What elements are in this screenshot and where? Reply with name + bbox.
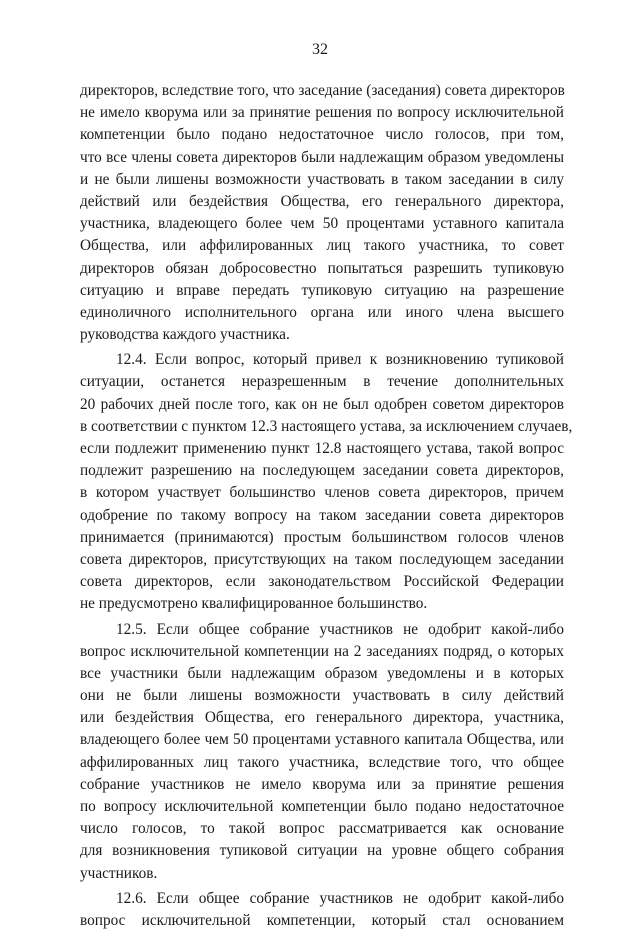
- paragraph-p12_5: [80, 619, 564, 885]
- text-line: не имело кворума или за принятие решения по вопросу исключительной: [80, 104, 564, 122]
- text-line: участника, владеющего более чем 50 процентами уставного капитала: [80, 215, 564, 233]
- text-line: в соответствии с пунктом 12.3 настоящего устава, за исключением случаев,: [80, 417, 573, 435]
- paragraph-cont: [80, 80, 564, 346]
- text-line: Общества, или аффилированных лиц такого участника, то совет: [80, 237, 564, 255]
- text-line: директоров обязан добросовестно попытаться разрешить тупиковую: [80, 259, 564, 277]
- text-line: 12.6. Если общее собрание участников не одобрит какой-либо: [116, 889, 564, 907]
- text-line: подлежит разрешению на последующем заседании совета директоров,: [80, 462, 564, 480]
- text-line: все участники были надлежащим образом уведомлены и в которых: [80, 664, 564, 682]
- text-line: участников.: [80, 864, 158, 882]
- text-line: или бездействия Общества, его генерального директора, участника,: [80, 709, 564, 727]
- paragraph-p12_6: [80, 888, 564, 932]
- text-line: совета директоров, если законодательством Российской Федерации: [80, 573, 564, 591]
- text-line: и не были лишены возможности участвовать в таком заседании в силу: [80, 170, 564, 188]
- document-body: [80, 80, 573, 932]
- text-line: для возникновения тупиковой ситуации на уровне общего собрания: [80, 842, 564, 860]
- text-line: одобрение по такому вопросу на таком заседании совета директоров: [80, 506, 564, 524]
- text-line: директоров, вследствие того, что заседание (заседания) совета директоров: [80, 82, 565, 99]
- text-line: собрание участников не имело кворума или за принятие решения: [80, 775, 564, 793]
- text-line: если подлежит применению пункт 12.8 настоящего устава, такой вопрос: [80, 440, 564, 457]
- page-number: 32: [312, 41, 328, 58]
- text-line: вопрос исключительной компетенции, который стал основанием: [80, 911, 564, 929]
- text-line: 12.5. Если общее собрание участников не одобрит какой-либо: [116, 620, 564, 638]
- text-line: компетенции было подано недостаточное число голосов, при том,: [80, 126, 564, 144]
- text-line: совета директоров, присутствующих на таком последующем заседании: [80, 550, 564, 568]
- text-line: они не были лишены возможности участвовать в силу действий: [80, 687, 564, 705]
- text-line: ситуации, останется неразрешенным в течение дополнительных: [80, 373, 564, 391]
- text-line: действий или бездействия Общества, его генерального директора,: [80, 192, 564, 210]
- text-line: что все члены совета директоров были надлежащим образом уведомлены: [80, 148, 564, 166]
- text-line: принимается (принимаются) простым большинством голосов членов: [80, 528, 564, 546]
- text-line: ситуацию и вправе передать тупиковую ситуацию на разрешение: [80, 281, 564, 299]
- text-line: аффилированных лиц такого участника, вследствие того, что общее: [80, 753, 564, 771]
- text-line: руководства каждого участника.: [80, 326, 290, 344]
- text-line: не предусмотрено квалифицированное большинство.: [80, 595, 428, 613]
- paragraph-p12_4: [80, 349, 573, 615]
- text-line: вопрос исключительной компетенции на 2 заседаниях подряд, о которых: [80, 642, 564, 660]
- text-line: число голосов, то такой вопрос рассматривается как основание: [80, 820, 564, 838]
- text-line: по вопросу исключительной компетенции было подано недостаточное: [80, 798, 564, 815]
- text-line: 20 рабочих дней после того, как он не был одобрен советом директоров: [80, 395, 564, 413]
- text-line: 12.4. Если вопрос, который привел к возникновению тупиковой: [116, 351, 564, 369]
- text-line: единоличного исполнительного органа или иного члена высшего: [80, 303, 564, 321]
- text-line: в котором участвует большинство членов совета директоров, причем: [80, 484, 564, 502]
- text-line: владеющего более чем 50 процентами уставного капитала Общества, или: [80, 731, 564, 749]
